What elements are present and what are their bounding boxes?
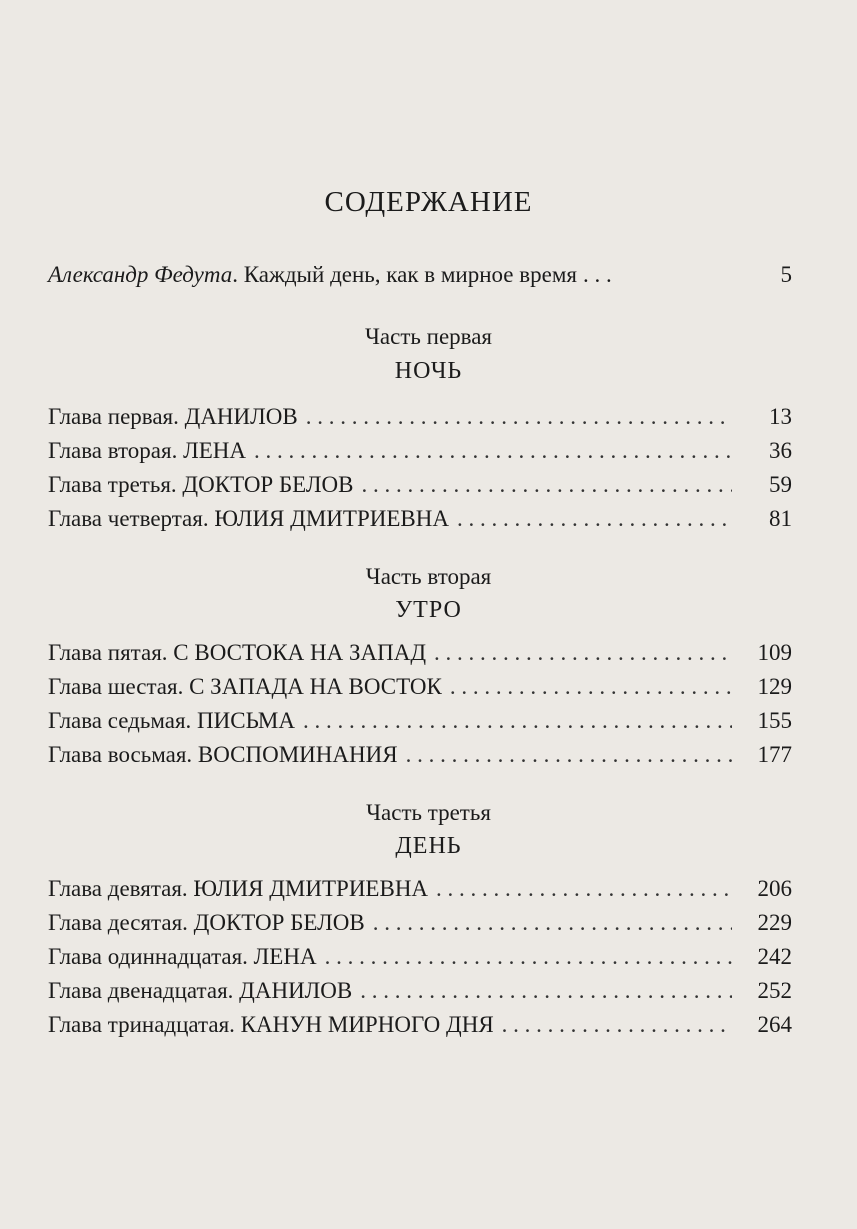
chapter-label: Глава восьмая. ВОСПОМИНАНИЯ bbox=[48, 742, 398, 767]
part-2-label: Часть вторая bbox=[365, 564, 492, 589]
part-3-title: ДЕНЬ bbox=[395, 833, 462, 859]
toc-entry bbox=[48, 1008, 792, 1042]
leader-dots bbox=[502, 1008, 732, 1042]
chapter-label: Глава двенадцатая. ДАНИЛОВ bbox=[48, 978, 353, 1003]
chapter-page: 36 bbox=[769, 438, 792, 463]
page-title: СОДЕРЖАНИЕ bbox=[324, 186, 533, 218]
chapter-label: Глава вторая. ЛЕНА bbox=[48, 438, 246, 463]
intro-title: . Каждый день, как в мирное время bbox=[232, 262, 577, 287]
leader-dots bbox=[457, 502, 732, 536]
leader-dots bbox=[303, 704, 732, 738]
part-3-label: Часть третья bbox=[366, 800, 491, 825]
chapter-page: 177 bbox=[757, 742, 792, 767]
leader-dots bbox=[306, 400, 732, 434]
toc-entry bbox=[48, 400, 792, 434]
leader-dots bbox=[254, 434, 732, 468]
chapter-label: Глава шестая. С ЗАПАДА НА ВОСТОК bbox=[48, 674, 442, 699]
toc-entry bbox=[48, 636, 792, 670]
chapter-page: 206 bbox=[757, 876, 792, 901]
toc-entry bbox=[48, 502, 792, 536]
leader-dots bbox=[325, 940, 732, 974]
chapter-label: Глава девятая. ЮЛИЯ ДМИТРИЕВНА bbox=[48, 876, 429, 901]
toc-entry bbox=[48, 872, 792, 906]
chapter-page: 229 bbox=[757, 910, 792, 935]
chapter-label: Глава пятая. С ВОСТОКА НА ЗАПАД bbox=[48, 640, 427, 665]
toc-entry bbox=[48, 738, 792, 772]
leader-dots bbox=[434, 636, 732, 670]
chapter-label: Глава первая. ДАНИЛОВ bbox=[48, 404, 298, 429]
toc-entry bbox=[48, 906, 792, 940]
leader-dots bbox=[361, 468, 732, 502]
intro-page: 5 bbox=[780, 262, 792, 287]
toc-entry bbox=[48, 670, 792, 704]
toc-intro-entry bbox=[48, 258, 792, 292]
toc-entry bbox=[48, 434, 792, 468]
toc-entry bbox=[48, 704, 792, 738]
chapter-page: 155 bbox=[757, 708, 792, 733]
intro-dots: . . . bbox=[582, 262, 612, 287]
intro-label bbox=[48, 258, 612, 292]
toc-entry bbox=[48, 974, 792, 1008]
chapter-page: 81 bbox=[769, 506, 792, 531]
chapter-label: Глава седьмая. ПИСЬМА bbox=[48, 708, 295, 733]
leader-dots bbox=[360, 974, 732, 1008]
chapter-label: Глава тринадцатая. КАНУН МИРНОГО ДНЯ bbox=[48, 1012, 494, 1037]
leader-dots bbox=[450, 670, 732, 704]
leader-dots bbox=[373, 906, 732, 940]
chapter-label: Глава третья. ДОКТОР БЕЛОВ bbox=[48, 472, 354, 497]
leader-dots bbox=[436, 872, 732, 906]
toc-entry bbox=[48, 468, 792, 502]
chapter-page: 13 bbox=[769, 404, 792, 429]
part-2-title: УТРО bbox=[395, 597, 462, 623]
chapter-page: 252 bbox=[757, 978, 792, 1003]
chapter-page: 129 bbox=[757, 674, 792, 699]
intro-author: Александр Федута bbox=[48, 262, 233, 287]
chapter-page: 59 bbox=[769, 472, 792, 497]
chapter-label: Глава десятая. ДОКТОР БЕЛОВ bbox=[48, 910, 365, 935]
chapter-label: Глава одиннадцатая. ЛЕНА bbox=[48, 944, 317, 969]
toc-entry bbox=[48, 940, 792, 974]
chapter-label: Глава четвертая. ЮЛИЯ ДМИТРИЕВНА bbox=[48, 506, 449, 531]
part-1-label: Часть первая bbox=[364, 324, 493, 349]
leader-dots bbox=[406, 738, 732, 772]
chapter-page: 242 bbox=[757, 944, 792, 969]
part-1-title: НОЧЬ bbox=[394, 358, 463, 384]
chapter-page: 264 bbox=[757, 1012, 792, 1037]
chapter-page: 109 bbox=[757, 640, 792, 665]
